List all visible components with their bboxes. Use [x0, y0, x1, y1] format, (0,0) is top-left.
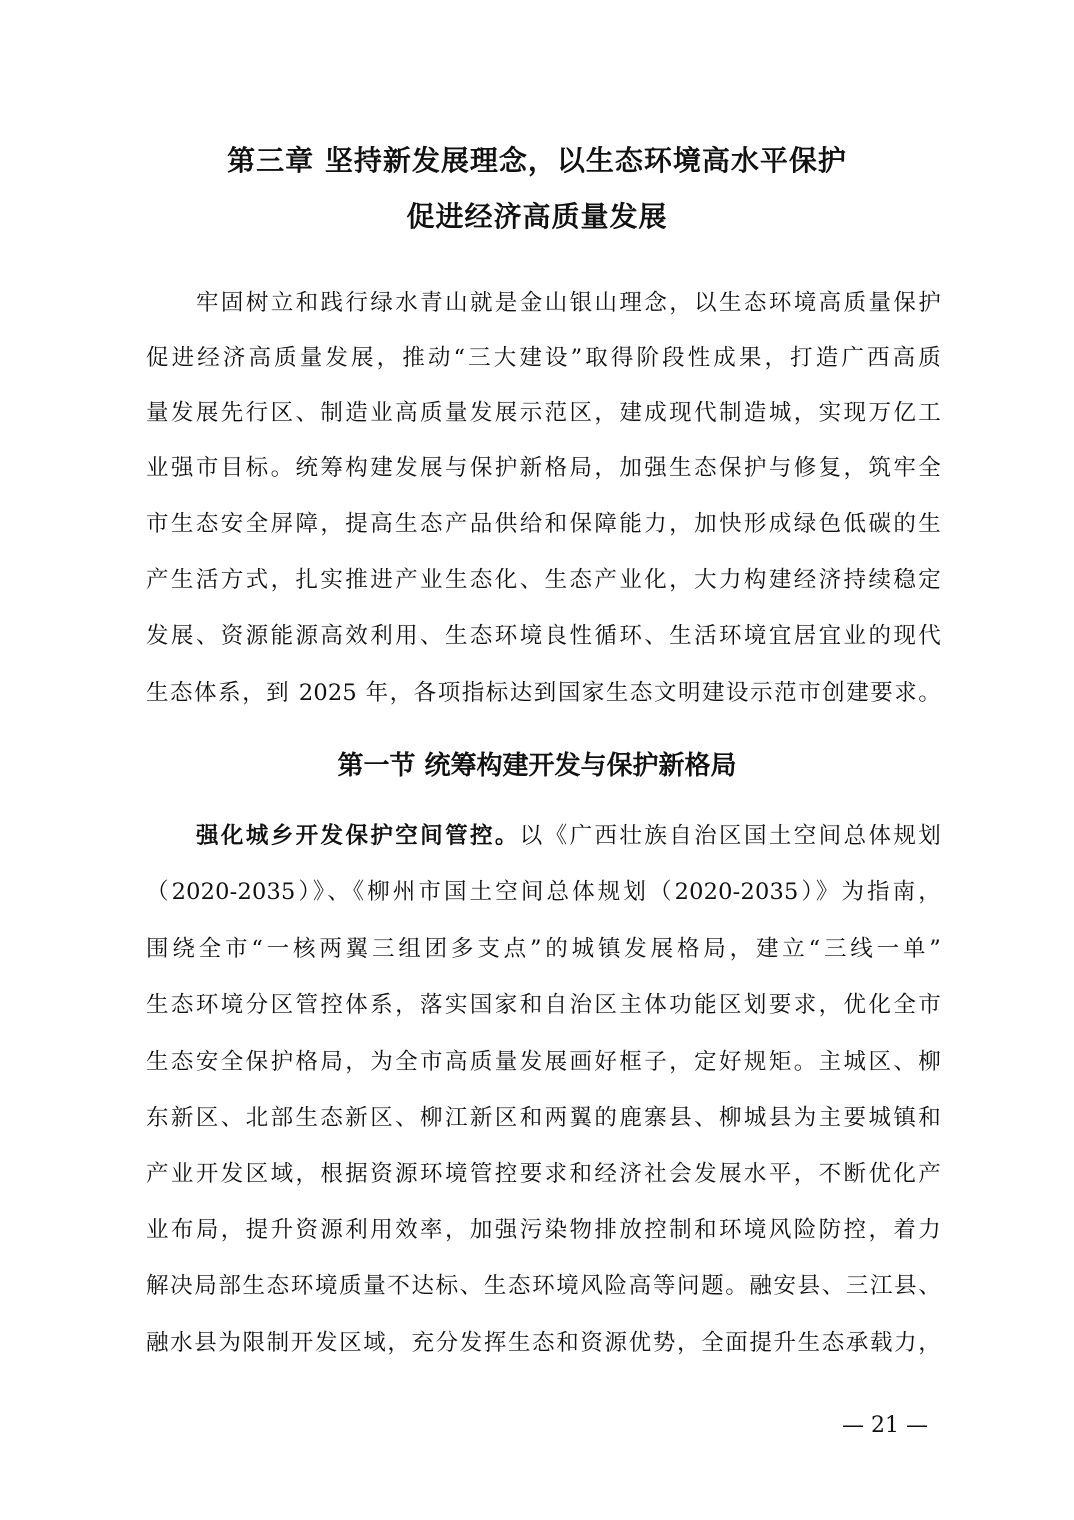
paragraph-line: 业布局，提升资源利用效率，加强污染物排放控制和环境风险防控，着力	[146, 1217, 941, 1243]
chapter-title-line-1: 第三章 坚持新发展理念，以生态环境高水平保护	[227, 144, 847, 177]
paragraph-line	[196, 818, 941, 854]
paragraph-line: 解决局部生态环境质量不达标、生态环境风险高等问题。融安县、三江县、	[146, 1273, 941, 1299]
paragraph-line: 东新区、北部生态新区、柳江新区和两翼的鹿寨县、柳城县为主要城镇和	[146, 1105, 941, 1131]
paragraph-line: 业强市目标。统筹构建发展与保护新格局，加强生态保护与修复，筑牢全	[146, 455, 941, 481]
paragraph-line: （2020-2035）》、《柳州市国土空间总体规划（2020-2035）》为指南，	[146, 879, 941, 905]
paragraph-line: 融水县为限制开发区域，充分发挥生态和资源优势，全面提升生态承载力，	[146, 1330, 941, 1356]
page-number: — 21 —	[842, 1413, 928, 1438]
section-title: 第一节 统筹构建开发与保护新格局	[337, 751, 737, 781]
paragraph-line: 量发展先行区、制造业高质量发展示范区，建成现代制造城，实现万亿工	[146, 400, 941, 426]
paragraph-line: 产生活方式，扎实推进产业生态化、生态产业化，大力构建经济持续稳定	[146, 567, 941, 593]
paragraph-line: 产业开发区域，根据资源环境管控要求和经济社会发展水平，不断优化产	[146, 1161, 941, 1187]
chapter-title-line-2: 促进经济高质量发展	[406, 200, 668, 233]
paragraph-line: 围绕全市“一核两翼三组团多支点”的城镇发展格局，建立“三线一单”	[146, 936, 941, 962]
paragraph-line: 生态安全保护格局，为全市高质量发展画好框子，定好规矩。主城区、柳	[146, 1049, 941, 1075]
paragraph-lead-heading: 强化城乡开发保护空间管控。	[196, 823, 520, 849]
paragraph-line: 促进经济高质量发展，推动“三大建设”取得阶段性成果，打造广西高质	[146, 345, 941, 371]
paragraph-first-line-text: 以《广西壮族自治区国土空间总体规划	[519, 823, 941, 849]
paragraph-line: 市生态安全屏障，提高生态产品供给和保障能力，加快形成绿色低碳的生	[146, 511, 941, 537]
paragraph-line: 牢固树立和践行绿水青山就是金山银山理念，以生态环境高质量保护	[196, 290, 941, 316]
paragraph-line: 发展、资源能源高效利用、生态环境良性循环、生活环境宜居宜业的现代	[146, 623, 941, 649]
paragraph-line: 生态环境分区管控体系，落实国家和自治区主体功能区划要求，优化全市	[146, 992, 941, 1018]
paragraph-line: 生态体系，到 2025 年，各项指标达到国家生态文明建设示范市创建要求。	[146, 680, 941, 706]
